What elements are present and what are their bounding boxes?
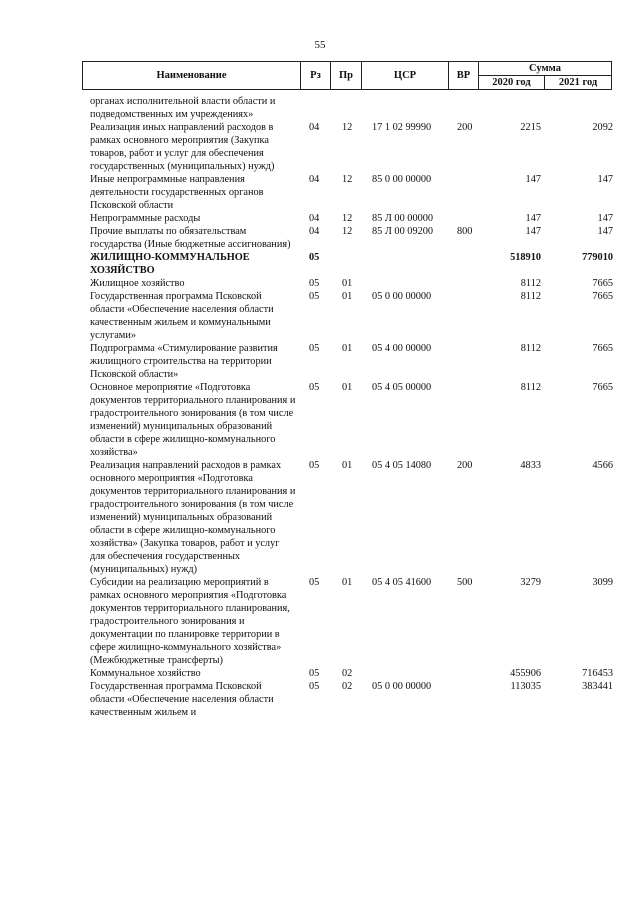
header-year-2020: 2020 год bbox=[479, 76, 545, 90]
row-vr: 800 bbox=[457, 226, 473, 237]
row-vr: 500 bbox=[457, 577, 473, 588]
row-pr: 12 bbox=[342, 226, 353, 237]
table-row bbox=[90, 576, 613, 667]
row-sum-2020: 8112 bbox=[520, 343, 541, 354]
row-csr: 05 4 05 14080 bbox=[372, 460, 432, 471]
row-csr: 17 1 02 99990 bbox=[372, 122, 432, 133]
row-sum-2020: 147 bbox=[525, 174, 541, 185]
row-vr: 200 bbox=[457, 122, 473, 133]
row-csr: 05 4 00 00000 bbox=[372, 343, 432, 354]
row-rz: 05 bbox=[309, 252, 320, 263]
row-sum-2021: 7665 bbox=[592, 343, 613, 354]
row-csr: 85 Л 00 00000 bbox=[372, 213, 434, 224]
table-row bbox=[90, 95, 613, 121]
table-row bbox=[90, 173, 613, 212]
table-row bbox=[90, 680, 613, 719]
row-rz: 05 bbox=[309, 577, 320, 588]
table-row bbox=[90, 459, 613, 576]
table-header bbox=[82, 61, 612, 90]
row-rz: 05 bbox=[309, 382, 320, 393]
page-number: 55 bbox=[314, 39, 326, 51]
row-name: Реализация направлений расходов в рамках основного мероприятия «Подготовка документов территориального планирования и градостроительного зонирования (в том числе изменений) муниципальных образований области в сфере жилищно-коммунального хозяйства» (Закупка товаров, работ и услуг для обеспечения государственных (муниципальных) нужд) bbox=[90, 460, 296, 575]
row-rz: 04 bbox=[309, 213, 320, 224]
row-sum-2020: 4833 bbox=[520, 460, 541, 471]
row-name: Основное мероприятие «Подготовка документов территориального планирования и градостроительного зонирования (в том числе изменений) муниципальных образований области в сфере жилищно-коммунального хозяйства» bbox=[90, 382, 296, 458]
header-rz: Рз bbox=[301, 62, 331, 90]
table-row bbox=[90, 667, 613, 680]
row-sum-2021: 147 bbox=[597, 213, 613, 224]
row-rz: 04 bbox=[309, 122, 320, 133]
row-pr: 12 bbox=[342, 174, 353, 185]
row-sum-2021: 4566 bbox=[592, 460, 613, 471]
table-row bbox=[90, 121, 613, 173]
row-pr: 01 bbox=[342, 291, 353, 302]
row-name: Субсидии на реализацию мероприятий в рамках основного мероприятия «Подготовка документов территориального планирования, градостроительного зонирования и документации по планировке территории в сфере жилищно-коммунального хозяйства» (Межбюджетные трансферты) bbox=[90, 577, 290, 666]
header-vr: ВР bbox=[449, 62, 479, 90]
row-sum-2020: 8112 bbox=[520, 291, 541, 302]
row-rz: 05 bbox=[309, 668, 320, 679]
row-csr: 05 0 00 00000 bbox=[372, 291, 432, 302]
row-csr: 85 Л 00 09200 bbox=[372, 226, 434, 237]
row-pr: 01 bbox=[342, 278, 353, 289]
row-sum-2021: 147 bbox=[597, 174, 613, 185]
row-csr: 85 0 00 00000 bbox=[372, 174, 432, 185]
row-sum-2021: 716453 bbox=[582, 668, 613, 679]
row-sum-2021: 147 bbox=[597, 226, 613, 237]
row-name: Коммунальное хозяйство bbox=[90, 668, 201, 679]
row-csr: 05 4 05 00000 bbox=[372, 382, 432, 393]
row-sum-2020: 147 bbox=[525, 213, 541, 224]
header-csr: ЦСР bbox=[362, 62, 449, 90]
row-name: Подпрограмма «Стимулирование развития жилищного строительства на территории Псковской области» bbox=[90, 343, 278, 380]
row-sum-2021: 383441 bbox=[582, 681, 613, 692]
row-sum-2020: 113035 bbox=[510, 681, 541, 692]
row-name: органах исполнительной власти области и подведомственных им учреждениях» bbox=[90, 96, 276, 120]
row-rz: 05 bbox=[309, 291, 320, 302]
table-row bbox=[90, 342, 613, 381]
header-pr: Пр bbox=[331, 62, 362, 90]
row-name: Государственная программа Псковской области «Обеспечение населения области качественным жильем и коммунальными услугами» bbox=[90, 291, 274, 341]
row-csr: 05 0 00 00000 bbox=[372, 681, 432, 692]
header-year-2021: 2021 год bbox=[545, 76, 612, 90]
header-sum: Сумма bbox=[479, 62, 612, 76]
row-pr: 12 bbox=[342, 213, 353, 224]
row-sum-2020: 8112 bbox=[520, 278, 541, 289]
table-row bbox=[90, 212, 613, 225]
row-rz: 05 bbox=[309, 278, 320, 289]
row-name: Иные непрограммные направления деятельности государственных органов Псковской области bbox=[90, 174, 264, 211]
row-sum-2021: 7665 bbox=[592, 291, 613, 302]
row-sum-2021: 779010 bbox=[582, 252, 613, 263]
row-rz: 05 bbox=[309, 460, 320, 471]
row-sum-2020: 3279 bbox=[520, 577, 541, 588]
row-vr: 200 bbox=[457, 460, 473, 471]
table-body bbox=[90, 95, 613, 719]
row-pr: 01 bbox=[342, 577, 353, 588]
table-row bbox=[90, 225, 613, 251]
row-name: ЖИЛИЩНО-КОММУНАЛЬНОЕ ХОЗЯЙСТВО bbox=[90, 252, 250, 276]
row-rz: 04 bbox=[309, 174, 320, 185]
row-sum-2021: 3099 bbox=[592, 577, 613, 588]
table-row bbox=[90, 277, 613, 290]
row-sum-2021: 7665 bbox=[592, 382, 613, 393]
header-name: Наименование bbox=[83, 62, 301, 90]
row-sum-2020: 518910 bbox=[510, 252, 541, 263]
row-pr: 01 bbox=[342, 382, 353, 393]
row-name: Государственная программа Псковской области «Обеспечение населения области качественным жильем и bbox=[90, 681, 274, 718]
table-row bbox=[90, 381, 613, 459]
row-rz: 04 bbox=[309, 226, 320, 237]
row-sum-2021: 7665 bbox=[592, 278, 613, 289]
table-row bbox=[90, 251, 613, 277]
row-sum-2021: 2092 bbox=[592, 122, 613, 133]
row-sum-2020: 147 bbox=[525, 226, 541, 237]
row-csr: 05 4 05 41600 bbox=[372, 577, 432, 588]
row-pr: 12 bbox=[342, 122, 353, 133]
row-name: Жилищное хозяйство bbox=[90, 278, 185, 289]
row-pr: 01 bbox=[342, 343, 353, 354]
row-name: Прочие выплаты по обязательствам государства (Иные бюджетные ассигнования) bbox=[90, 226, 291, 250]
row-rz: 05 bbox=[309, 343, 320, 354]
row-pr: 01 bbox=[342, 460, 353, 471]
table-row bbox=[90, 290, 613, 342]
row-sum-2020: 455906 bbox=[510, 668, 541, 679]
row-sum-2020: 2215 bbox=[520, 122, 541, 133]
row-name: Реализация иных направлений расходов в рамках основного мероприятия (Закупка товаров, работ и услуг для обеспечения государственных (муниципальных) нужд) bbox=[90, 122, 275, 172]
row-rz: 05 bbox=[309, 681, 320, 692]
row-name: Непрограммные расходы bbox=[90, 213, 201, 224]
row-pr: 02 bbox=[342, 681, 353, 692]
row-pr: 02 bbox=[342, 668, 353, 679]
row-sum-2020: 8112 bbox=[520, 382, 541, 393]
